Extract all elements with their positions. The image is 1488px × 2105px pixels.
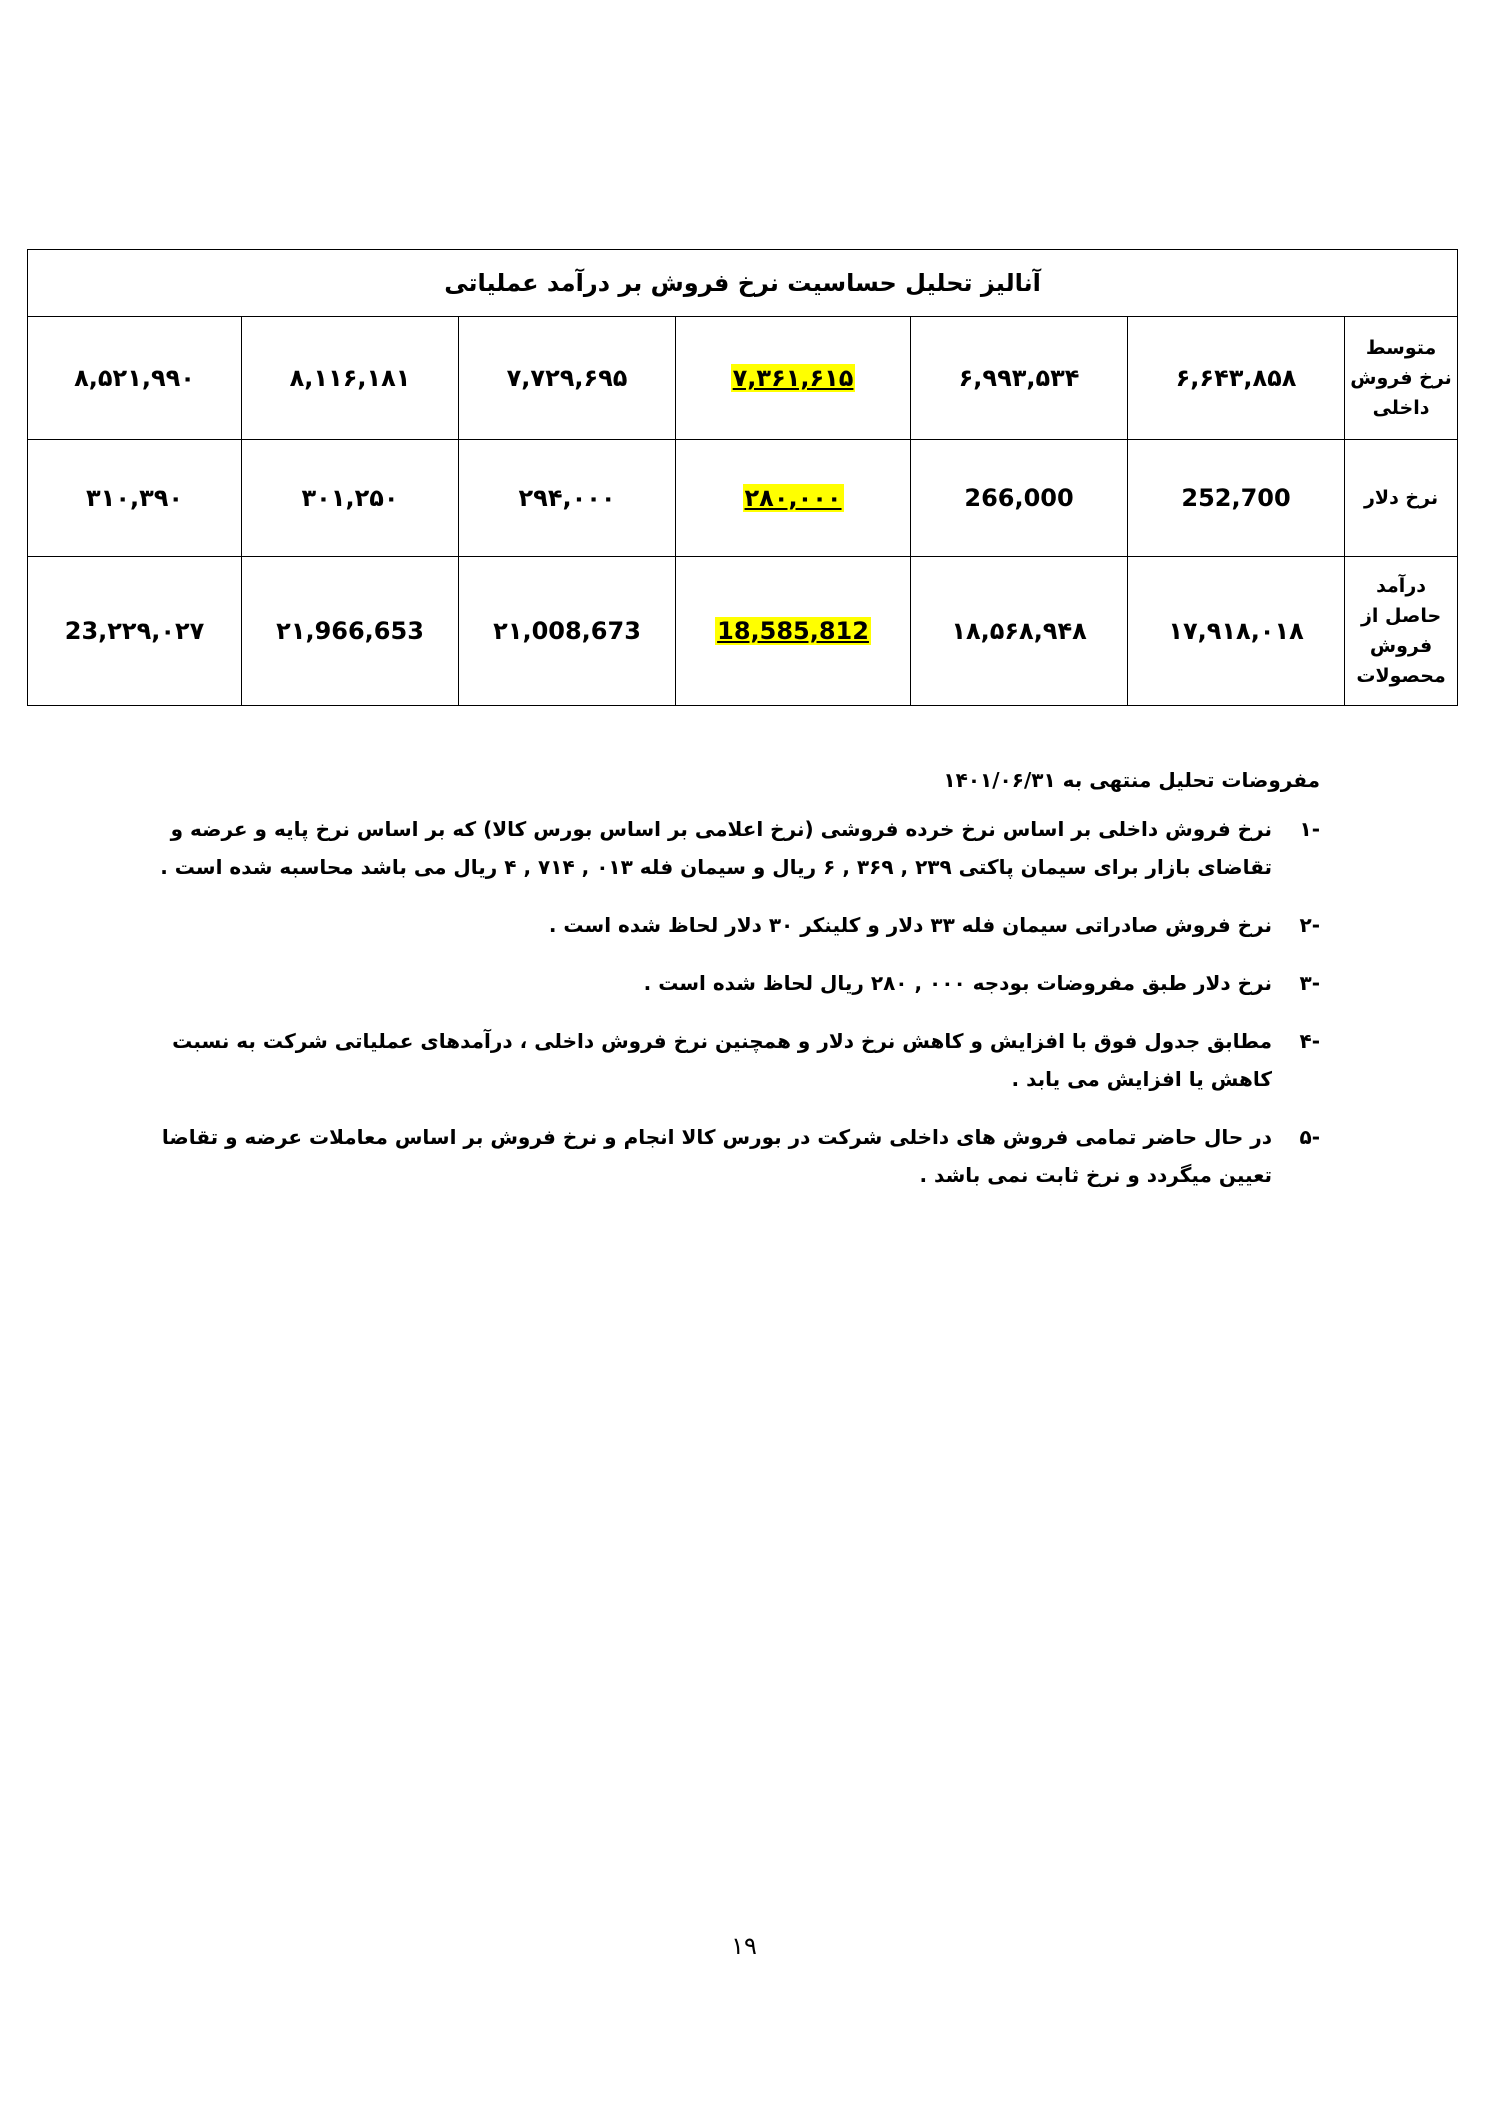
item-text: مطابق جدول فوق با افزایش و کاهش نرخ دلار و همچنین نرخ فروش داخلی ، درآمدهای عملیاتی شرکت به نسبت کاهش یا افزایش می یابد . — [172, 1029, 1272, 1091]
table-title: آنالیز تحلیل حساسیت نرخ فروش بر درآمد عملیاتی — [28, 250, 1458, 317]
row-header-product-revenue: درآمد حاصل از فروش محصولات — [1345, 557, 1458, 706]
row-header-dollar-rate: نرخ دلار — [1345, 440, 1458, 557]
table-row — [28, 557, 1458, 706]
item-text: نرخ دلار طبق مفروضات بودجه ۰۰۰ , ۲۸۰ ریال لحاظ شده است . — [643, 971, 1272, 995]
list-item — [140, 1118, 1320, 1194]
table-cell: ۶,۶۴۳,۸۵۸ — [1128, 317, 1345, 440]
table-cell: ۸,۱۱۶,۱۸۱ — [242, 317, 459, 440]
item-number: -۱ — [1299, 817, 1320, 841]
table-row — [28, 317, 1458, 440]
item-text: در حال حاضر تمامی فروش های داخلی شرکت در بورس کالا انجام و نرخ فروش بر اساس معاملات عرضه و تقاضا تعیین میگردد و نرخ ثابت نمی باشد . — [161, 1125, 1272, 1187]
list-item — [140, 906, 1320, 944]
item-number: -۴ — [1299, 1029, 1320, 1053]
table-cell: ۸,۵۲۱,۹۹۰ — [28, 317, 242, 440]
list-item — [140, 1022, 1320, 1098]
table-row — [28, 440, 1458, 557]
item-number: -۲ — [1299, 913, 1320, 937]
assumptions-title: مفروضات تحلیل منتهی به ۱۴۰۱/۰۶/۳۱ — [943, 768, 1320, 792]
table-cell: ۳۰۱,۲۵۰ — [242, 440, 459, 557]
page-number: ۱۹ — [731, 1932, 757, 1960]
item-number: -۳ — [1299, 971, 1320, 995]
table-cell: 252,700 — [1128, 440, 1345, 557]
table-cell: 266,000 — [911, 440, 1128, 557]
table-cell: 23,۲۲۹,۰۲۷ — [28, 557, 242, 706]
table-cell: ۶,۹۹۳,۵۳۴ — [911, 317, 1128, 440]
item-text: نرخ فروش صادراتی سیمان فله ۳۳ دلار و کلینکر ۳۰ دلار لحاظ شده است . — [548, 913, 1272, 937]
table-cell: ۱۸,۵۶۸,۹۴۸ — [911, 557, 1128, 706]
table-cell: ۱۷,۹۱۸,۰۱۸ — [1128, 557, 1345, 706]
list-item — [140, 964, 1320, 1002]
item-text: نرخ فروش داخلی بر اساس نرخ خرده فروشی (نرخ اعلامی بر اساس بورس کالا) که بر اساس نرخ پایه و عرضه و تقاضای بازار برای سیمان پاکتی ۲۳۹ , ۳۶۹ , ۶ ریال و سیمان فله ۰۱۳ , ۷۱۴ , ۴ ریال می باشد محاسبه شده است . — [160, 817, 1272, 879]
assumptions-section — [140, 768, 1320, 1214]
item-number: -۵ — [1299, 1125, 1320, 1149]
table-cell: ۷,۷۲۹,۶۹۵ — [459, 317, 676, 440]
list-item — [140, 810, 1320, 886]
table-cell-highlighted: ۷,۳۶۱,۶۱۵ — [676, 317, 911, 440]
table-cell: ۲۱,008,673 — [459, 557, 676, 706]
table-cell: ۲۱,966,653 — [242, 557, 459, 706]
row-header-avg-domestic-price: متوسط نرخ فروش داخلی — [1345, 317, 1458, 440]
table-cell-highlighted: ۲۸۰,۰۰۰ — [676, 440, 911, 557]
table-cell-highlighted: 18,585,812 — [676, 557, 911, 706]
table-cell: ۲۹۴,۰۰۰ — [459, 440, 676, 557]
table-cell: ۳۱۰,۳۹۰ — [28, 440, 242, 557]
sensitivity-table — [27, 249, 1458, 706]
